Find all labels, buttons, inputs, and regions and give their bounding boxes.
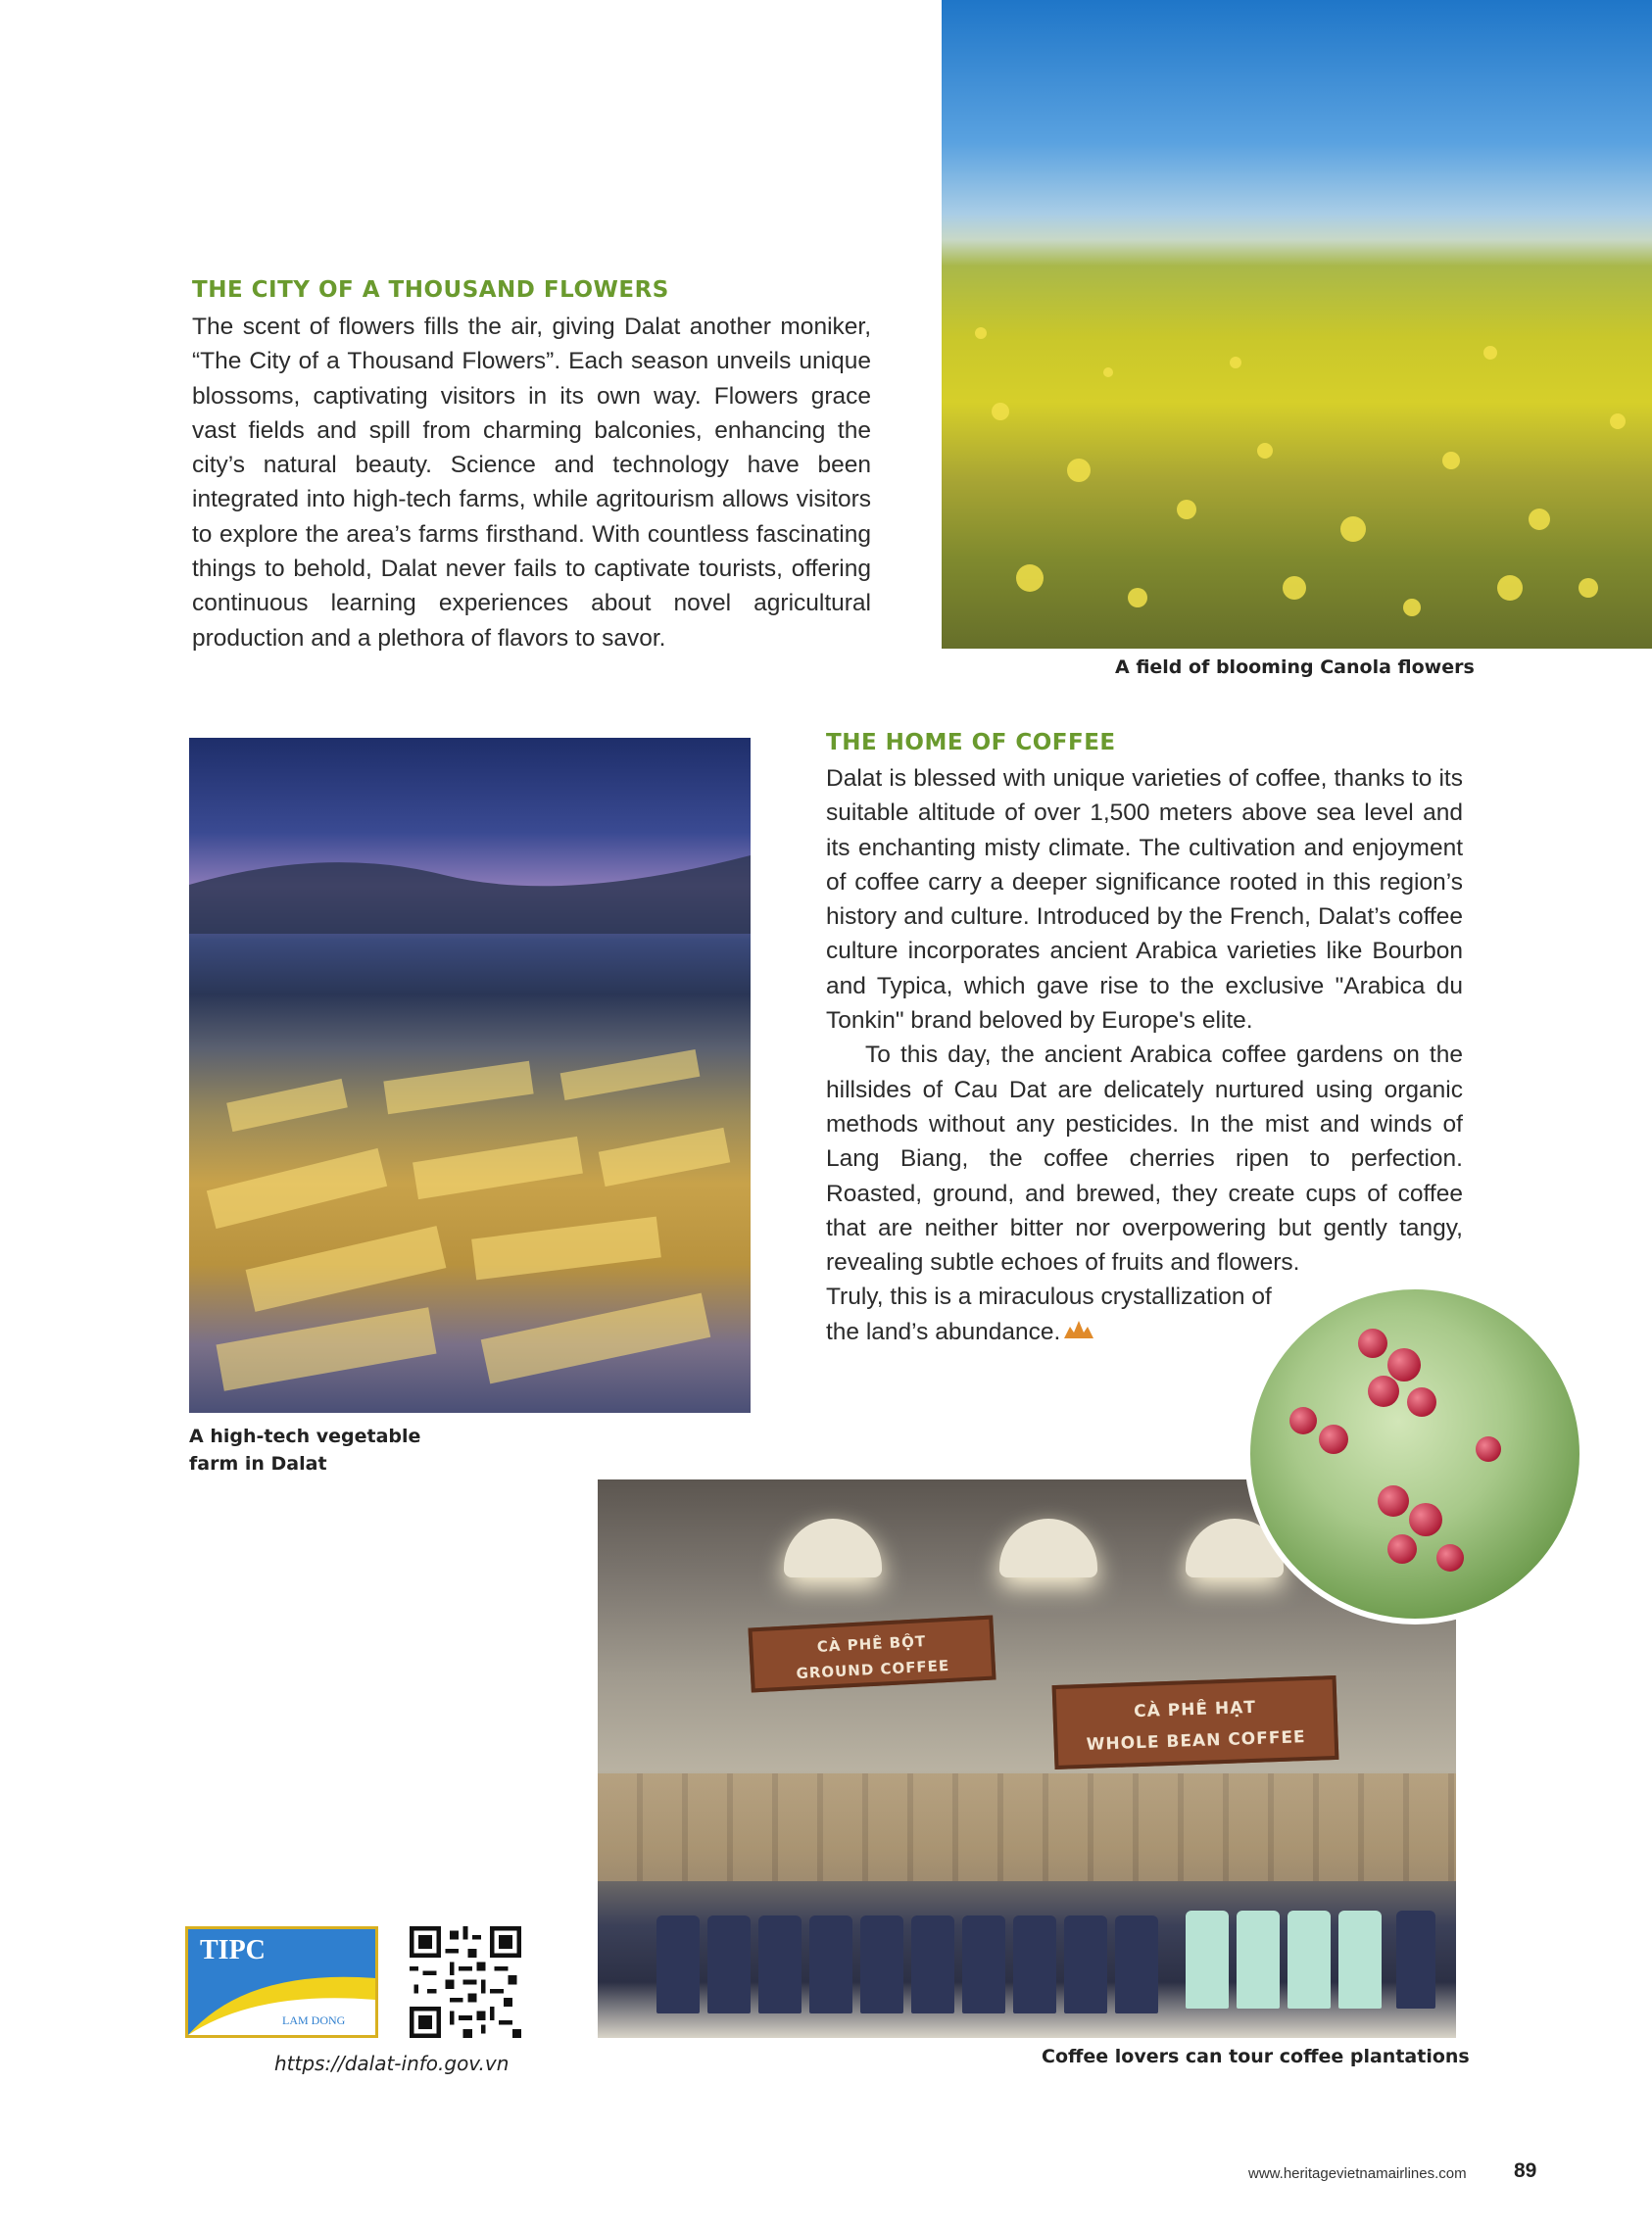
coffee-bag	[1237, 1911, 1280, 2009]
coffee-bag	[758, 1915, 802, 2013]
coffee-bag	[1396, 1911, 1435, 2009]
sign-line: CÀ PHÊ HẠT	[1133, 1697, 1257, 1722]
coffee-cherry	[1407, 1387, 1436, 1417]
farm-caption-line: A high-tech vegetable	[189, 1426, 421, 1447]
pendant-lamp	[784, 1519, 882, 1577]
coffee-bag	[860, 1915, 903, 2013]
canola-field-photo	[942, 0, 1652, 649]
section-body-coffee	[826, 761, 1463, 1350]
coffee-cherry	[1289, 1407, 1317, 1434]
coffee-bag	[707, 1915, 751, 2013]
coffee-bag	[1288, 1911, 1331, 2009]
vegetable-farm-photo	[189, 738, 751, 1413]
closing-text: the land’s abundance.	[826, 1318, 1061, 1345]
paragraph: The scent of flowers fills the air, giving Dalat another moniker, “The City of a Thousand Flowers”. Each season unveils unique blossoms, captivating visitors in its own way. Flowers grace vast fields and spill from charming balconies, enhancing the city’s natural beauty. Science and technology have been integrated into high-tech farms, while agritourism allows visitors to explore the area’s farms firsthand. With countless fascinating things to behold, Dalat never fails to captivate tourists, offering continuous learning experiences about novel agricultural production and a plethora of flavors to savor.	[192, 314, 871, 652]
tipc-logo	[185, 1926, 378, 2038]
closing-line: Truly, this is a miraculous crystallization of	[826, 1284, 1272, 1311]
store-caption: Coffee lovers can tour coffee plantations	[1042, 2046, 1470, 2067]
coffee-cherry	[1358, 1329, 1387, 1358]
logo-title: TIPC	[200, 1935, 266, 1965]
coffee-cherry	[1409, 1503, 1442, 1536]
coffee-sacks	[598, 1773, 1456, 1881]
sign-line: WHOLE BEAN COFFEE	[1086, 1727, 1306, 1755]
greenhouse-lights	[189, 738, 751, 1413]
coffee-bag	[1115, 1915, 1158, 2013]
paragraph: To this day, the ancient Arabica coffee gardens on the hillsides of Cau Dat are delicately nurtured using organic methods without any pesticides. In the mist and winds of Lang Biang, the coffee cherries ripen to perfection. Roasted, ground, and brewed, they create cups of coffee that are neither bitter nor overpowering but gently tangy, revealing subtle echoes of fruits and flowers.	[826, 1042, 1463, 1277]
coffee-cherry	[1476, 1436, 1501, 1462]
canola-caption: A field of blooming Canola flowers	[1115, 656, 1475, 678]
paragraph: Dalat is blessed with unique varieties of coffee, thanks to its suitable altitude of over 1,500 meters above sea level and its enchanting misty climate. The cultivation and enjoyment of coffee carry a deeper significance rooted in this region’s history and culture. Introduced by the French, Dalat’s coffee culture incorporates ancient Arabica varieties like Bourbon and Typica, which gave rise to the exclusive "Arabica du Tonkin" brand beloved by Europe's elite.	[826, 765, 1463, 1035]
coffee-bag	[809, 1915, 852, 2013]
coffee-bag	[1013, 1915, 1056, 2013]
coffee-bag	[911, 1915, 954, 2013]
coffee-cherry	[1378, 1485, 1409, 1517]
coffee-bag	[1338, 1911, 1382, 2009]
pendant-lamp	[999, 1519, 1097, 1577]
section-heading-coffee: THE HOME OF COFFEE	[826, 730, 1116, 755]
whole-bean-sign	[1052, 1675, 1339, 1769]
coffee-bag	[1064, 1915, 1107, 2013]
section-heading-flowers: THE CITY OF A THOUSAND FLOWERS	[192, 277, 669, 303]
sign-line: CÀ PHÊ BỘT	[816, 1632, 927, 1656]
logo-subtitle: LAM DONG	[282, 2013, 346, 2027]
end-mark-icon	[1062, 1316, 1095, 1350]
coffee-cherry	[1387, 1348, 1421, 1382]
page-number: 89	[1514, 2159, 1537, 2182]
sign-line: GROUND COFFEE	[796, 1656, 950, 1683]
ground-coffee-sign	[748, 1616, 996, 1693]
coffee-cherry	[1387, 1534, 1417, 1564]
website-link[interactable]: https://dalat-info.gov.vn	[274, 2052, 510, 2075]
canola-flower-dots	[942, 0, 1652, 649]
section-body-flowers	[192, 310, 871, 655]
coffee-cherry	[1368, 1376, 1399, 1407]
coffee-cherry	[1436, 1544, 1464, 1572]
farm-caption-line: farm in Dalat	[189, 1453, 327, 1475]
coffee-cherries-photo	[1244, 1284, 1585, 1624]
footer-site: www.heritagevietnamairlines.com	[1248, 2165, 1467, 2182]
farm-caption	[189, 1423, 420, 1478]
coffee-cherry	[1319, 1425, 1348, 1454]
coffee-bag	[962, 1915, 1005, 2013]
coffee-bag	[1186, 1911, 1229, 2009]
coffee-bag	[656, 1915, 700, 2013]
qr-code-icon[interactable]	[410, 1926, 521, 2038]
